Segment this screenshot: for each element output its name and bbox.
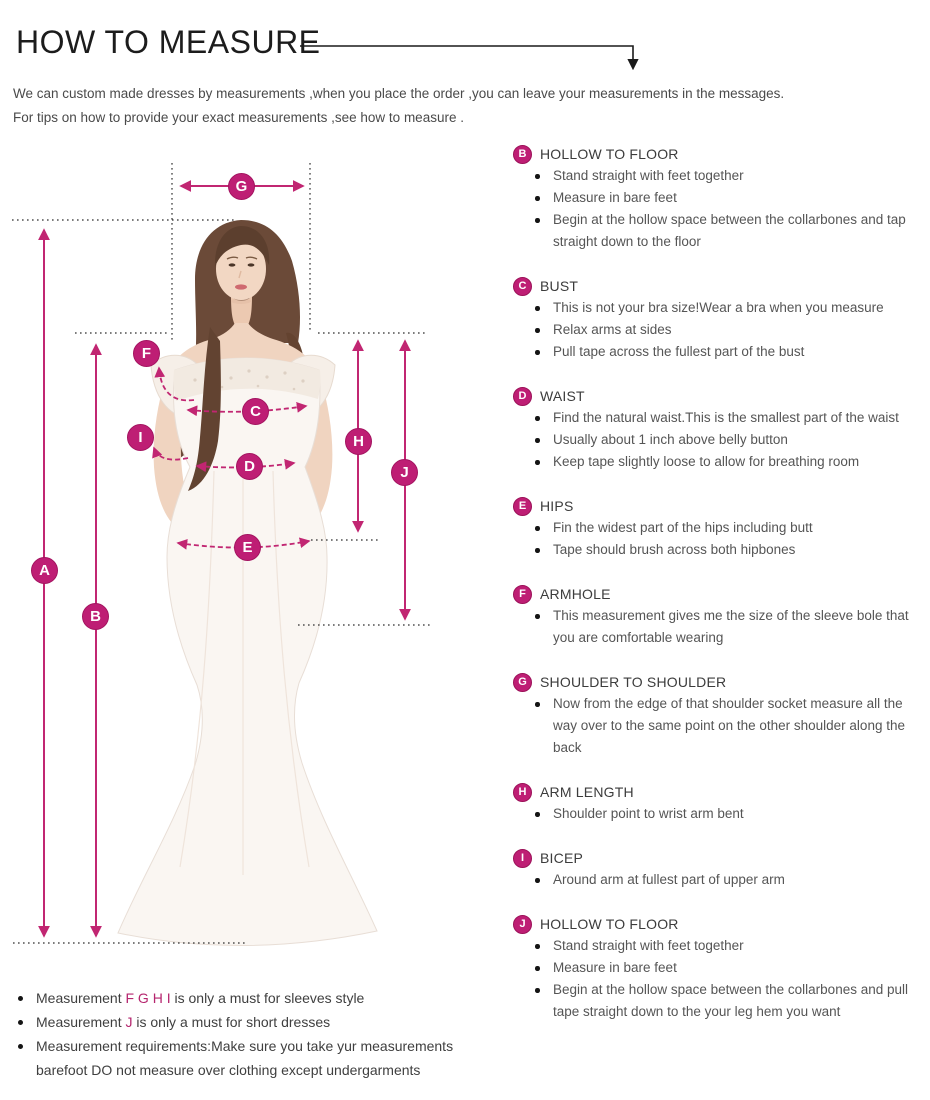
measure-section [513,275,921,363]
measure-label-j: J [391,459,418,486]
section-title: BICEP [540,850,584,866]
note-text: Measurement requirements:Make sure you take yur measurements barefoot DO not measure over clothing except undergarments [36,1038,454,1078]
section-bullet: This is not your bra size!Wear a bra when you measure [513,297,921,319]
section-title: HIPS [540,498,574,514]
section-bullet: Stand straight with feet together [513,165,921,187]
note-text: Measurement [36,990,126,1006]
section-head [513,913,921,935]
solid-arrows [44,186,405,936]
measure-section [513,913,921,1023]
section-bullet: Find the natural waist.This is the smallest part of the waist [513,407,921,429]
section-title: SHOULDER TO SHOULDER [540,674,727,690]
section-head [513,847,921,869]
section-title: HOLLOW TO FLOOR [540,146,679,162]
section-badge: B [513,145,532,164]
measure-section [513,781,921,825]
measure-label-f: F [133,340,160,367]
note-highlight: F G H I [125,990,171,1006]
measure-section [513,671,921,759]
section-bullet: Shoulder point to wrist arm bent [513,803,921,825]
measure-label-h: H [345,428,372,455]
measure-label-b: B [82,603,109,630]
section-bullet: Usually about 1 inch above belly button [513,429,921,451]
intro-text [13,82,893,130]
note-item [16,1034,468,1082]
section-bullet: Relax arms at sides [513,319,921,341]
section-head [513,671,921,693]
section-bullets [513,869,921,891]
section-bullets [513,517,921,561]
section-bullets [513,407,921,473]
page-title: HOW TO MEASURE [16,24,321,60]
section-bullets [513,605,921,649]
section-badge: D [513,387,532,406]
notes-list [16,986,468,1082]
measure-label-g: G [228,173,255,200]
measure-label-d: D [236,453,263,480]
measure-section [513,847,921,891]
note-item [16,986,468,1010]
note-item [16,1010,468,1034]
section-title: ARMHOLE [540,586,611,602]
measure-label-a: A [31,557,58,584]
section-bullet: Pull tape across the fullest part of the bust [513,341,921,363]
section-badge: H [513,783,532,802]
measure-label-e: E [234,534,261,561]
section-bullet: Measure in bare feet [513,187,921,209]
note-text: Measurement [36,1014,126,1030]
section-bullet: Around arm at fullest part of upper arm [513,869,921,891]
section-bullet: Begin at the hollow space between the collarbones and tap straight down to the floor [513,209,921,253]
section-head [513,781,921,803]
section-head [513,495,921,517]
intro-line-1: We can custom made dresses by measurements ,when you place the order ,you can leave your measurements in the messages. [13,86,785,101]
section-title: HOLLOW TO FLOOR [540,916,679,932]
measure-label-c: C [242,398,269,425]
arrow-I [154,448,188,460]
section-bullet: Fin the widest part of the hips including butt [513,517,921,539]
section-bullet: Now from the edge of that shoulder socket measure all the way over to the same point on the other shoulder along the back [513,693,921,759]
section-head [513,275,921,297]
intro-line-2: For tips on how to provide your exact measurements ,see how to measure . [13,110,464,125]
section-badge: C [513,277,532,296]
section-bullets [513,803,921,825]
section-bullet: Tape should brush across both hipbones [513,539,921,561]
dashed-arrows [154,368,309,548]
section-bullet: Stand straight with feet together [513,935,921,957]
section-badge: G [513,673,532,692]
section-title: ARM LENGTH [540,784,634,800]
section-bullets [513,165,921,253]
section-bullets [513,297,921,363]
measure-label-i: I [127,424,154,451]
section-title: WAIST [540,388,585,404]
section-bullet: Keep tape slightly loose to allow for breathing room [513,451,921,473]
measure-section [513,143,921,253]
section-badge: F [513,585,532,604]
section-head [513,385,921,407]
measure-section [513,495,921,561]
section-badge: J [513,915,532,934]
note-text: is only a must for sleeves style [170,990,365,1006]
dotted-guides [12,163,431,943]
measure-section [513,385,921,473]
section-bullet: This measurement gives me the size of the sleeve bole that you are comfortable wearing [513,605,921,649]
measure-list [513,143,921,1045]
note-highlight: J [125,1014,133,1030]
section-badge: E [513,497,532,516]
title-arrow [0,0,930,90]
measure-section [513,583,921,649]
section-badge: I [513,849,532,868]
arrow-F [159,368,194,400]
section-bullets [513,693,921,759]
section-head [513,143,921,165]
section-bullets [513,935,921,1023]
notes-ul [16,986,468,1082]
section-bullet: Measure in bare feet [513,957,921,979]
section-bullet: Begin at the hollow space between the collarbones and pull tape straight down to the your leg hem you want [513,979,921,1023]
section-title: BUST [540,278,579,294]
note-text: is only a must for short dresses [132,1014,331,1030]
section-head [513,583,921,605]
